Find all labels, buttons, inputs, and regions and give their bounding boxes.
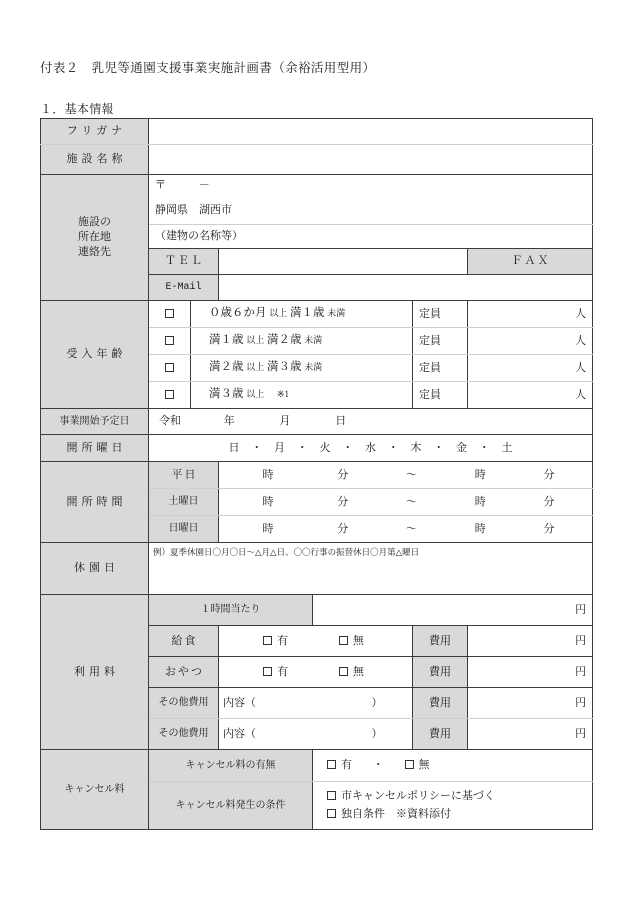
fee-meal-no-label: 無 (352, 634, 364, 647)
checkbox-icon[interactable] (263, 636, 272, 645)
age-mid-3: 以上 (246, 389, 265, 400)
age-main-2: 満２歳 (209, 361, 244, 374)
table-row-open-hours-weekday (41, 462, 593, 489)
weekday-from-hour: 時 (262, 468, 274, 481)
zip-dash: － (198, 179, 210, 192)
table-row-fee-hourly (41, 595, 593, 626)
fee-other-content-open-2: 内容（ (223, 727, 256, 740)
age-sub-3: ※1 (277, 389, 290, 400)
sunday-tilde: ～ (406, 522, 418, 535)
saturday-to-min: 分 (543, 495, 555, 508)
label-fee-snack: おやつ (149, 657, 219, 688)
start-date-era: 令和 (159, 415, 181, 428)
label-address-line2: 所在地 (78, 231, 111, 244)
input-capacity-0[interactable] (468, 301, 593, 328)
table-row-facility-name (41, 145, 593, 175)
open-day-mon[interactable]: 月 (274, 441, 286, 454)
checkbox-age-3[interactable] (149, 382, 191, 409)
fee-meal-yes-label: 有 (277, 634, 289, 647)
checkbox-icon[interactable] (263, 667, 272, 676)
checkbox-icon[interactable] (327, 809, 336, 818)
label-open-hours: 開所時間 (41, 462, 149, 543)
open-day-tue[interactable]: 火 (319, 441, 331, 454)
input-cancel-fee-conditions[interactable] (313, 782, 593, 830)
weekday-from-min: 分 (337, 468, 349, 481)
basic-info-form-table (40, 118, 593, 830)
input-capacity-3[interactable] (468, 382, 593, 409)
fee-other-cost-unit-2: 円 (575, 727, 587, 740)
label-fax: ＦＡＸ (468, 249, 593, 275)
label-cancel-fee: キャンセル料 (41, 750, 149, 830)
cancel-condition-option-policy[interactable] (327, 788, 586, 805)
input-address[interactable] (149, 197, 593, 225)
open-day-sep-3: ・ (387, 441, 399, 454)
input-furigana[interactable] (149, 119, 593, 145)
input-fee-other-content-1[interactable] (219, 688, 413, 719)
table-row-closed-days (41, 543, 593, 595)
input-cancel-fee-exist[interactable] (313, 750, 593, 782)
capacity-unit-1: 人 (575, 334, 587, 347)
label-address-contact (41, 175, 149, 301)
closed-days-example-note: 例）夏季休園日〇月〇日～△月△日、〇〇行事の振替休日〇月第△曜日 (153, 547, 420, 557)
fee-other-content-close-1: ） (371, 696, 383, 709)
age-mid-1: 以上 (246, 335, 265, 346)
input-tel[interactable] (219, 249, 468, 275)
capacity-unit-3: 人 (575, 388, 587, 401)
sunday-to-min: 分 (543, 522, 555, 535)
start-date-year: 年 (223, 415, 235, 428)
fee-hourly-unit: 円 (575, 603, 587, 616)
label-cancel-fee-conditions: キャンセル料発生の条件 (149, 782, 313, 830)
input-fee-snack-availability[interactable] (219, 657, 413, 688)
open-day-wed[interactable]: 水 (365, 441, 377, 454)
saturday-from-min: 分 (337, 495, 349, 508)
cancel-fee-separator: ・ (372, 759, 384, 772)
fee-snack-yes-option[interactable] (263, 666, 292, 678)
cancel-fee-yes-label: 有 (341, 759, 352, 772)
checkbox-icon[interactable] (165, 336, 174, 345)
table-row-start-date (41, 409, 593, 435)
weekday-to-hour: 時 (474, 468, 486, 481)
saturday-to-hour: 時 (474, 495, 486, 508)
label-open-hours-weekday: 平日 (149, 462, 219, 489)
open-day-sep-1: ・ (296, 441, 308, 454)
input-open-hours-saturday[interactable] (219, 489, 593, 516)
input-fee-meal-availability[interactable] (219, 626, 413, 657)
input-email[interactable] (219, 275, 593, 301)
checkbox-icon[interactable] (327, 791, 336, 800)
label-furigana: フリガナ (41, 119, 149, 145)
label-fee-meal-cost: 費用 (413, 626, 468, 657)
age-sub-0: 満１歳 (290, 307, 325, 320)
fee-other-cost-unit-1: 円 (575, 696, 587, 709)
input-fee-snack-cost[interactable] (468, 657, 593, 688)
age-sub-2: 満３歳 (267, 361, 302, 374)
fee-other-content-close-2: ） (371, 727, 383, 740)
label-open-days: 開所曜日 (41, 435, 149, 462)
open-day-fri[interactable]: 金 (456, 441, 468, 454)
cancel-condition-custom-label: 独自条件 ※資料添付 (341, 807, 451, 820)
label-fee-snack-cost: 費用 (413, 657, 468, 688)
input-fee-meal-cost[interactable] (468, 626, 593, 657)
age-end-0: 未満 (327, 308, 346, 319)
age-range-text-1 (191, 328, 413, 355)
saturday-from-hour: 時 (262, 495, 274, 508)
checkbox-icon[interactable] (339, 636, 348, 645)
checkbox-age-1[interactable] (149, 328, 191, 355)
open-day-sep-0: ・ (251, 441, 263, 454)
age-end-1: 未満 (304, 335, 323, 346)
label-capacity-1: 定員 (413, 328, 468, 355)
age-range-text-0 (191, 301, 413, 328)
checkbox-icon[interactable] (405, 760, 414, 769)
age-sub-1: 満２歳 (267, 334, 302, 347)
cancel-fee-no-label: 無 (418, 759, 430, 772)
label-usage-fee: 利用料 (41, 595, 149, 750)
age-mid-2: 以上 (246, 362, 265, 373)
input-zip-code[interactable] (149, 175, 593, 197)
input-open-hours-weekday[interactable] (219, 462, 593, 489)
saturday-tilde: ～ (406, 495, 418, 508)
sunday-to-hour: 時 (474, 522, 486, 535)
cancel-fee-no-option[interactable] (405, 759, 430, 771)
checkbox-icon[interactable] (327, 760, 336, 769)
age-end-2: 未満 (304, 362, 323, 373)
fee-meal-cost-unit: 円 (575, 634, 587, 647)
cancel-condition-policy-label: 市キャンセルポリシーに基づく (341, 790, 495, 803)
label-address-line1: 施設の (78, 216, 111, 229)
input-fee-other-cost-2[interactable] (468, 719, 593, 750)
input-open-days[interactable] (149, 435, 593, 462)
label-fee-other-2: その他費用 (149, 719, 219, 750)
input-facility-name[interactable] (149, 145, 593, 175)
age-range-text-2 (191, 355, 413, 382)
cancel-condition-option-custom[interactable] (327, 806, 586, 823)
weekday-tilde: ～ (406, 468, 418, 481)
checkbox-age-2[interactable] (149, 355, 191, 382)
input-fee-other-content-2[interactable] (219, 719, 413, 750)
input-building-name[interactable] (149, 225, 593, 249)
input-closed-days[interactable] (149, 543, 593, 595)
label-start-date: 事業開始予定日 (41, 409, 149, 435)
document-title: 付表２ 乳児等通園支援事業実施計画書（余裕活用型用） (40, 61, 376, 75)
building-name-note: （建物の名称等） (155, 230, 243, 243)
label-facility-name: 施設名称 (41, 145, 149, 175)
fee-meal-no-option[interactable] (339, 635, 368, 647)
input-capacity-2[interactable] (468, 355, 593, 382)
checkbox-icon[interactable] (339, 667, 348, 676)
label-open-hours-saturday: 土曜日 (149, 489, 219, 516)
table-row-open-days (41, 435, 593, 462)
input-capacity-1[interactable] (468, 328, 593, 355)
age-range-text-3 (191, 382, 413, 409)
input-fee-other-cost-1[interactable] (468, 688, 593, 719)
open-day-sun[interactable]: 日 (228, 441, 240, 454)
cancel-fee-yes-option[interactable] (327, 759, 352, 771)
fee-snack-cost-unit: 円 (575, 665, 587, 678)
capacity-unit-2: 人 (575, 361, 587, 374)
section-heading-basic-info: １．基本情報 (40, 102, 114, 116)
address-prefilled-text: 静岡県 湖西市 (155, 203, 232, 216)
fee-snack-no-option[interactable] (339, 666, 368, 678)
label-email: E-Mail (149, 275, 219, 301)
table-row-furigana (41, 119, 593, 145)
label-tel: ＴＥＬ (149, 249, 219, 275)
label-fee-meal: 給食 (149, 626, 219, 657)
table-row-age-1 (41, 301, 593, 328)
input-fee-hourly[interactable] (313, 595, 593, 626)
open-day-thu[interactable]: 木 (410, 441, 422, 454)
checkbox-icon[interactable] (165, 363, 174, 372)
checkbox-age-0[interactable] (149, 301, 191, 328)
label-cancel-fee-exist: キャンセル料の有無 (149, 750, 313, 782)
fee-meal-yes-option[interactable] (263, 635, 292, 647)
label-capacity-3: 定員 (413, 382, 468, 409)
start-date-day: 日 (335, 415, 347, 428)
label-fee-other-cost-1: 費用 (413, 688, 468, 719)
checkbox-icon[interactable] (165, 309, 174, 318)
zip-mark: 〒 (155, 179, 166, 192)
label-open-hours-sunday: 日曜日 (149, 516, 219, 543)
weekday-to-min: 分 (543, 468, 555, 481)
label-fee-other-1: その他費用 (149, 688, 219, 719)
age-mid-0: 以上 (269, 308, 288, 319)
age-main-3: 満３歳 (209, 388, 244, 401)
label-fee-other-cost-2: 費用 (413, 719, 468, 750)
fee-snack-yes-label: 有 (277, 665, 289, 678)
label-fee-hourly: １時間当たり (149, 595, 313, 626)
fee-other-content-open-1: 内容（ (223, 696, 256, 709)
open-day-sep-4: ・ (433, 441, 445, 454)
input-start-date[interactable] (149, 409, 593, 435)
table-row-cancel-fee-exist (41, 750, 593, 782)
sunday-from-min: 分 (337, 522, 349, 535)
label-accepted-age: 受入年齢 (41, 301, 149, 409)
capacity-unit-0: 人 (575, 307, 587, 320)
open-day-sep-5: ・ (478, 441, 490, 454)
input-open-hours-sunday[interactable] (219, 516, 593, 543)
age-main-0: ０歳６か月 (209, 307, 267, 320)
label-closed-days: 休園日 (41, 543, 149, 595)
age-main-1: 満１歳 (209, 334, 244, 347)
sunday-from-hour: 時 (262, 522, 274, 535)
label-capacity-2: 定員 (413, 355, 468, 382)
table-row-zip (41, 175, 593, 197)
label-capacity-0: 定員 (413, 301, 468, 328)
label-address-line3: 連絡先 (78, 245, 111, 258)
start-date-month: 月 (279, 415, 291, 428)
open-day-sep-2: ・ (342, 441, 354, 454)
open-day-sat[interactable]: 土 (501, 441, 513, 454)
fee-snack-no-label: 無 (352, 665, 364, 678)
checkbox-icon[interactable] (165, 390, 174, 399)
